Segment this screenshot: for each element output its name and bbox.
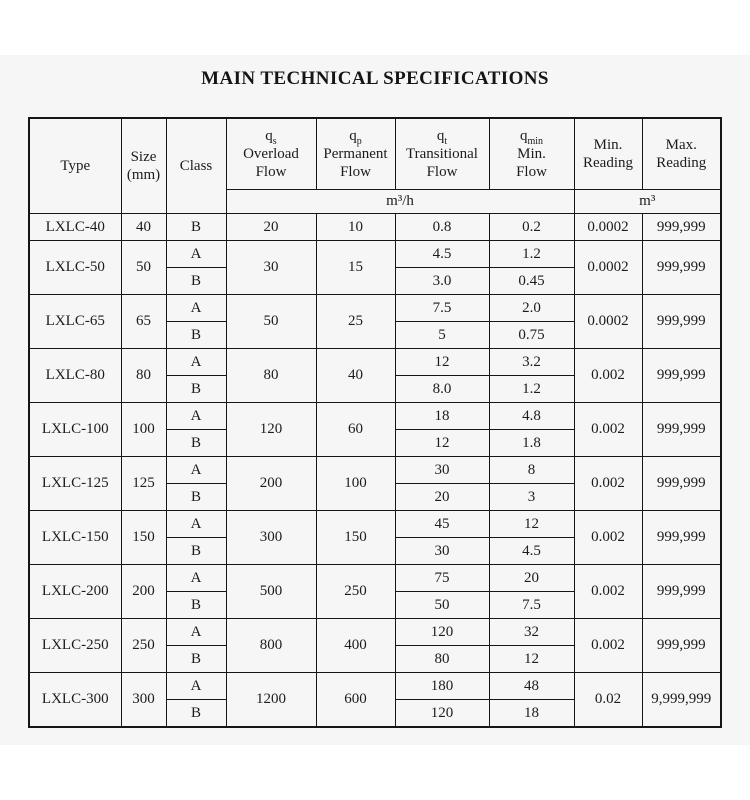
cell-qmin: 7.5 bbox=[489, 592, 574, 619]
cell-qmin: 32 bbox=[489, 619, 574, 646]
cell-max-reading: 999,999 bbox=[642, 241, 721, 295]
cell-qmin: 12 bbox=[489, 646, 574, 673]
cell-type: LXLC-50 bbox=[29, 241, 121, 295]
cell-qs: 30 bbox=[226, 241, 316, 295]
col-header-size bbox=[121, 118, 166, 214]
table-row bbox=[29, 214, 721, 241]
cell-qmin: 48 bbox=[489, 673, 574, 700]
table-row bbox=[29, 457, 721, 484]
cell-qs: 1200 bbox=[226, 673, 316, 728]
cell-qt: 45 bbox=[395, 511, 489, 538]
cell-qt: 30 bbox=[395, 457, 489, 484]
cell-min-reading: 0.002 bbox=[574, 619, 642, 673]
cell-qt: 3.0 bbox=[395, 268, 489, 295]
table-row bbox=[29, 241, 721, 268]
cell-qp: 25 bbox=[316, 295, 395, 349]
units-flow: m³/h bbox=[226, 190, 574, 214]
cell-qp: 100 bbox=[316, 457, 395, 511]
table-row bbox=[29, 349, 721, 376]
col-header-max-reading: Max. Reading bbox=[642, 118, 721, 190]
cell-qs: 120 bbox=[226, 403, 316, 457]
cell-class: B bbox=[166, 700, 226, 728]
cell-max-reading: 999,999 bbox=[642, 511, 721, 565]
cell-type: LXLC-250 bbox=[29, 619, 121, 673]
cell-qt: 180 bbox=[395, 673, 489, 700]
cell-max-reading: 999,999 bbox=[642, 457, 721, 511]
cell-size: 150 bbox=[121, 511, 166, 565]
cell-max-reading: 999,999 bbox=[642, 295, 721, 349]
cell-class: B bbox=[166, 322, 226, 349]
cell-type: LXLC-65 bbox=[29, 295, 121, 349]
cell-qmin: 4.5 bbox=[489, 538, 574, 565]
cell-qmin: 1.2 bbox=[489, 241, 574, 268]
cell-qt: 8.0 bbox=[395, 376, 489, 403]
table-row bbox=[29, 511, 721, 538]
qp-symbol: $q_p$ bbox=[349, 127, 362, 147]
cell-qt: 120 bbox=[395, 619, 489, 646]
cell-size: 250 bbox=[121, 619, 166, 673]
cell-qmin: 8 bbox=[489, 457, 574, 484]
qt-symbol: $q_t$ bbox=[436, 127, 448, 147]
cell-qmin: 1.2 bbox=[489, 376, 574, 403]
cell-qt: 18 bbox=[395, 403, 489, 430]
qmin-symbol: $q_{min}$ bbox=[519, 127, 544, 147]
cell-size: 80 bbox=[121, 349, 166, 403]
cell-class: A bbox=[166, 403, 226, 430]
cell-min-reading: 0.002 bbox=[574, 457, 642, 511]
cell-qmin: 1.8 bbox=[489, 430, 574, 457]
specs-table bbox=[28, 117, 722, 728]
cell-type: LXLC-125 bbox=[29, 457, 121, 511]
cell-min-reading: 0.002 bbox=[574, 349, 642, 403]
cell-qp: 150 bbox=[316, 511, 395, 565]
col-header-size-line1: Size bbox=[130, 148, 157, 165]
cell-max-reading: 999,999 bbox=[642, 565, 721, 619]
col-header-size-line2: (mm) bbox=[126, 167, 161, 183]
col-header-min-flow: $q_{min}$ Min. Flow bbox=[489, 118, 574, 190]
cell-min-reading: 0.0002 bbox=[574, 214, 642, 241]
col-header-class: Class bbox=[166, 118, 226, 214]
cell-class: A bbox=[166, 457, 226, 484]
cell-size: 65 bbox=[121, 295, 166, 349]
table-body bbox=[29, 214, 721, 728]
cell-qt: 4.5 bbox=[395, 241, 489, 268]
cell-qmin: 3 bbox=[489, 484, 574, 511]
cell-min-reading: 0.002 bbox=[574, 403, 642, 457]
cell-min-reading: 0.02 bbox=[574, 673, 642, 728]
cell-qs: 800 bbox=[226, 619, 316, 673]
cell-qt: 0.8 bbox=[395, 214, 489, 241]
table-header bbox=[29, 118, 721, 214]
cell-qs: 500 bbox=[226, 565, 316, 619]
cell-class: B bbox=[166, 646, 226, 673]
page-title: MAIN TECHNICAL SPECIFICATIONS bbox=[201, 68, 549, 89]
cell-min-reading: 0.0002 bbox=[574, 241, 642, 295]
cell-qp: 600 bbox=[316, 673, 395, 728]
cell-qmin: 0.75 bbox=[489, 322, 574, 349]
cell-size: 200 bbox=[121, 565, 166, 619]
cell-min-reading: 0.002 bbox=[574, 565, 642, 619]
cell-type: LXLC-200 bbox=[29, 565, 121, 619]
cell-min-reading: 0.002 bbox=[574, 511, 642, 565]
cell-size: 100 bbox=[121, 403, 166, 457]
cell-class: B bbox=[166, 484, 226, 511]
cell-qt: 12 bbox=[395, 349, 489, 376]
cell-qt: 50 bbox=[395, 592, 489, 619]
cell-qt: 20 bbox=[395, 484, 489, 511]
table-row bbox=[29, 673, 721, 700]
table-row bbox=[29, 619, 721, 646]
cell-qt: 75 bbox=[395, 565, 489, 592]
cell-qs: 20 bbox=[226, 214, 316, 241]
cell-qp: 15 bbox=[316, 241, 395, 295]
cell-type: LXLC-80 bbox=[29, 349, 121, 403]
cell-class: B bbox=[166, 430, 226, 457]
cell-size: 300 bbox=[121, 673, 166, 728]
units-reading: m³ bbox=[574, 190, 721, 214]
cell-qmin: 18 bbox=[489, 700, 574, 728]
cell-qp: 10 bbox=[316, 214, 395, 241]
content-area bbox=[0, 55, 750, 745]
cell-class: A bbox=[166, 565, 226, 592]
cell-qmin: 12 bbox=[489, 511, 574, 538]
cell-qs: 50 bbox=[226, 295, 316, 349]
table-row bbox=[29, 565, 721, 592]
cell-qmin: 0.45 bbox=[489, 268, 574, 295]
cell-qt: 12 bbox=[395, 430, 489, 457]
cell-qt: 120 bbox=[395, 700, 489, 728]
cell-type: LXLC-300 bbox=[29, 673, 121, 728]
cell-size: 40 bbox=[121, 214, 166, 241]
col-header-min-reading: Min. Reading bbox=[574, 118, 642, 190]
header-row bbox=[29, 118, 721, 190]
table-row bbox=[29, 403, 721, 430]
cell-qt: 5 bbox=[395, 322, 489, 349]
cell-max-reading: 999,999 bbox=[642, 349, 721, 403]
cell-max-reading: 999,999 bbox=[642, 619, 721, 673]
cell-class: A bbox=[166, 349, 226, 376]
col-header-type: Type bbox=[29, 118, 121, 214]
cell-qmin: 20 bbox=[489, 565, 574, 592]
cell-class: B bbox=[166, 592, 226, 619]
cell-qmin: 4.8 bbox=[489, 403, 574, 430]
cell-qt: 30 bbox=[395, 538, 489, 565]
cell-min-reading: 0.0002 bbox=[574, 295, 642, 349]
cell-qp: 400 bbox=[316, 619, 395, 673]
cell-type: LXLC-100 bbox=[29, 403, 121, 457]
cell-qmin: 2.0 bbox=[489, 295, 574, 322]
cell-class: B bbox=[166, 376, 226, 403]
cell-qp: 250 bbox=[316, 565, 395, 619]
cell-type: LXLC-150 bbox=[29, 511, 121, 565]
cell-qt: 7.5 bbox=[395, 295, 489, 322]
cell-max-reading: 999,999 bbox=[642, 403, 721, 457]
table-row bbox=[29, 295, 721, 322]
qs-symbol: $q_s$ bbox=[265, 127, 277, 147]
cell-qs: 80 bbox=[226, 349, 316, 403]
cell-class: A bbox=[166, 241, 226, 268]
cell-max-reading: 9,999,999 bbox=[642, 673, 721, 728]
cell-max-reading: 999,999 bbox=[642, 214, 721, 241]
cell-qt: 80 bbox=[395, 646, 489, 673]
col-header-permanent-flow: $q_p$ Permanent Flow bbox=[316, 118, 395, 190]
cell-class: A bbox=[166, 295, 226, 322]
cell-qp: 60 bbox=[316, 403, 395, 457]
cell-class: A bbox=[166, 673, 226, 700]
cell-size: 125 bbox=[121, 457, 166, 511]
cell-qmin: 0.2 bbox=[489, 214, 574, 241]
cell-class: B bbox=[166, 538, 226, 565]
cell-class: A bbox=[166, 511, 226, 538]
cell-class: B bbox=[166, 214, 226, 241]
cell-class: A bbox=[166, 619, 226, 646]
cell-type: LXLC-40 bbox=[29, 214, 121, 241]
cell-qs: 200 bbox=[226, 457, 316, 511]
cell-qmin: 3.2 bbox=[489, 349, 574, 376]
col-header-transitional-flow: $q_t$ Transitional Flow bbox=[395, 118, 489, 190]
col-header-overload-flow: $q_s$ Overload Flow bbox=[226, 118, 316, 190]
cell-qp: 40 bbox=[316, 349, 395, 403]
cell-qs: 300 bbox=[226, 511, 316, 565]
cell-class: B bbox=[166, 268, 226, 295]
cell-size: 50 bbox=[121, 241, 166, 295]
